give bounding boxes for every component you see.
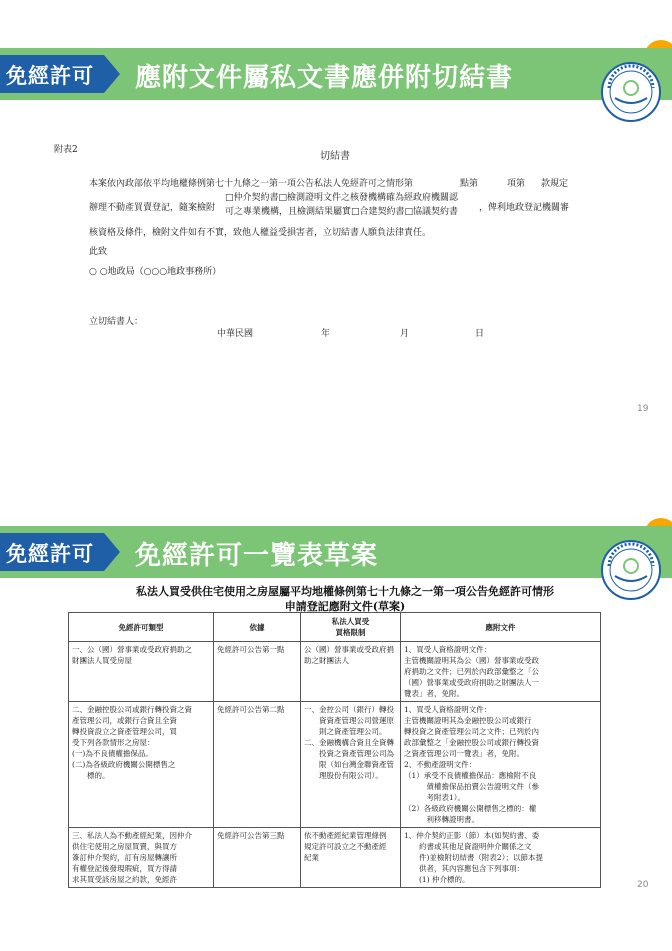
cell-text-line: 公（國）營事業或受政府捐 xyxy=(304,645,394,654)
slide-title: 免經許可一覽表草案 xyxy=(135,541,379,571)
cell-qualification xyxy=(301,702,401,828)
cell-text-line: 債權擔保品拍賣公告證明文件（參 xyxy=(404,782,539,791)
statement-clause: 款規定 xyxy=(541,179,569,189)
cell-text-line: 供者，其內容應包含下列事項： xyxy=(404,864,524,873)
signer-label: 立切結書人： xyxy=(89,317,144,327)
cell-basis xyxy=(214,828,301,888)
cell-text-line: 產管理公司，或銀行合資且全資 xyxy=(72,716,177,725)
cell-text-line: 標的。 xyxy=(72,771,110,780)
cell-text-line: 資資產管理公司營運原 xyxy=(304,716,394,725)
header-qualification: 私法人買受 買格限制 xyxy=(301,613,401,642)
cell-text-line: 財團法人買受房屋 xyxy=(72,656,132,665)
category-tag xyxy=(0,55,120,93)
cell-text-line: 受下列各款情形之房屋： xyxy=(72,738,155,747)
cell-text-line: 轉投資設立之資產管理公司，買 xyxy=(72,727,177,736)
cell-text-line: 一、公（國）營事業或受政府捐助之 xyxy=(72,645,192,654)
cell-text-line: 助之財團法人 xyxy=(304,656,349,665)
statement-line-3: 核資格及條件，檢附文件如有不實，致他人權益受損害者，立切結書人願負法律責任。 xyxy=(89,228,432,238)
slide-title: 應附文件屬私文書應併附切結書 xyxy=(135,63,514,93)
cell-text-line: 覽表」者，免附。 xyxy=(404,689,464,698)
cell-basis xyxy=(214,702,301,828)
salutation: 此致 xyxy=(89,247,108,257)
cell-text-line: (1) 仲介標的。 xyxy=(404,875,470,884)
cell-text-line: 轉投資之資產管理公司之文件；已列於內 xyxy=(404,727,539,736)
title-band xyxy=(0,48,672,100)
cell-text-line: 1、買受人資格證明文件： xyxy=(404,645,492,654)
cell-exemption-type xyxy=(69,828,214,888)
cell-text-line: 件)並檢附切結書（附表2）；以節本提 xyxy=(404,853,543,862)
cell-qualification xyxy=(301,828,401,888)
category-tag xyxy=(0,533,120,571)
date-year: 年 xyxy=(321,329,331,339)
document-options-bottom: 可之專業機構，且檢測結果屬實□合建契約書□協議契約書 xyxy=(225,207,459,217)
cell-text-line: 理股份有限公司）。 xyxy=(304,771,383,780)
cell-text-line: 依不動產經紀業管理條例 xyxy=(304,831,387,840)
cell-text-line: (二)為各級政府機關公開標售之 xyxy=(72,760,176,769)
cell-text-line: 考附表1）。 xyxy=(404,793,466,802)
cell-text-line: 三、私法人為不動產經紀業，因仲介 xyxy=(72,831,192,840)
cell-qualification xyxy=(301,642,401,702)
cell-text-line: 之資產管理公司一覽表」者，免附。 xyxy=(404,749,524,758)
cell-text-line: （1）承受不良債權擔保品：應檢附不良 xyxy=(404,771,537,780)
attachment-label: 附表2 xyxy=(54,145,78,155)
cell-text-line: 求其買受該房屋之約款，免經許 xyxy=(72,875,177,884)
category-tag-label: 免經許可 xyxy=(6,64,94,88)
cell-text-line: 二、金融控股公司或銀行轉投資之資 xyxy=(72,705,192,714)
cell-required-documents xyxy=(401,642,601,702)
cell-exemption-type xyxy=(69,702,214,828)
ministry-seal-icon xyxy=(601,540,661,600)
table-document-title xyxy=(130,584,560,614)
slide-19 xyxy=(0,0,672,446)
cell-text-line: 投資之資產管理公司為 xyxy=(304,749,394,758)
cell-text-line: 主管機關證明其為公（國）營事業或受政 xyxy=(404,656,539,665)
cell-text-line: 免經許可公告第三點 xyxy=(217,831,285,840)
statement-line-2-right: ，俾利地政登記機關審 xyxy=(479,203,570,213)
table-row xyxy=(69,642,601,702)
cell-text-line: 紀業 xyxy=(304,853,319,862)
cell-exemption-type xyxy=(69,642,214,702)
cell-text-line: 利移轉證明書。 xyxy=(404,815,479,824)
table-title-line-1: 私法人買受供住宅使用之房屋屬平均地權條例第七十九條之一第一項公告免經許可情形 xyxy=(136,585,554,598)
cell-text-line: 限（如台灣金聯資產管 xyxy=(304,760,394,769)
recipient: ○ ○地政局（○○○地政事務所） xyxy=(89,267,222,277)
statement-line-1: 本案依內政部依平均地權條例第七十九條之一第一項公告私法人免經許可之情形第 xyxy=(89,179,414,189)
cell-text-line: 免經許可公告第二點 xyxy=(217,705,285,714)
cell-text-line: 2、不動產證明文件： xyxy=(404,760,477,769)
cell-text-line: 一、金控公司（銀行）轉投 xyxy=(304,705,394,714)
date-era: 中華民國 xyxy=(217,329,254,339)
statement-item: 項第 xyxy=(507,179,526,189)
cell-text-line: 1、買受人資格證明文件： xyxy=(404,705,492,714)
exemption-table xyxy=(68,612,601,888)
cell-text-line: 政部彙整之「金融控股公司或銀行轉投資 xyxy=(404,738,539,747)
document-options-top: □仲介契約書□檢測證明文件之核發機構確為經政府機關認 xyxy=(225,193,459,203)
cell-text-line: （2）各級政府機關公開標售之標的：權 xyxy=(404,804,537,813)
table-title-line-2: 申請登記應附文件(草案) xyxy=(284,600,406,613)
cell-text-line: 1、仲介契約正影（節）本(如契約書、委 xyxy=(404,831,540,840)
cell-text-line: 主管機關證明其為金融控股公司或銀行 xyxy=(404,716,532,725)
date-month: 月 xyxy=(400,329,410,339)
header-exemption-type: 免經許可類型 xyxy=(69,613,214,642)
document-title: 切結書 xyxy=(320,151,350,162)
cell-text-line: 簽訂仲介契約，訂有房屋轉讓所 xyxy=(72,853,177,862)
cell-text-line: 府捐助之文件；已列於內政部彙整之「公 xyxy=(404,667,539,676)
title-band xyxy=(0,526,672,578)
header-basis: 依據 xyxy=(214,613,301,642)
header-required-documents: 應附文件 xyxy=(401,613,601,642)
table-row xyxy=(69,702,601,828)
cell-required-documents xyxy=(401,702,601,828)
page-number: 20 xyxy=(637,880,649,890)
cell-text-line: 二、金融機構合資且全資轉 xyxy=(304,738,394,747)
statement-line-2-left: 辦理不動產買賣登記，隨案檢附 xyxy=(89,203,216,213)
cell-required-documents xyxy=(401,828,601,888)
cell-text-line: （國）營事業或受政府捐助之財團法人一 xyxy=(404,678,539,687)
cell-text-line: 約書或其他足資證明仲介關係之文 xyxy=(404,842,532,851)
cell-text-line: 有權登記後發現瑕疵，買方得請 xyxy=(72,864,177,873)
slide-20 xyxy=(0,500,672,951)
date-day: 日 xyxy=(475,329,485,339)
cell-text-line: 供住宅使用之房屋買賣，與買方 xyxy=(72,842,177,851)
cell-text-line: 規定許可設立之不動產經 xyxy=(304,842,387,851)
cell-text-line: (一)為不良債權擔保品。 xyxy=(72,749,153,758)
page-number: 19 xyxy=(637,404,649,414)
table-row xyxy=(69,828,601,888)
cell-text-line: 免經許可公告第一點 xyxy=(217,645,285,654)
cell-text-line: 則之資產管理公司。 xyxy=(304,727,387,736)
cell-basis xyxy=(214,642,301,702)
table-header-row xyxy=(69,613,601,642)
statement-point: 點第 xyxy=(460,179,479,189)
ministry-seal-icon xyxy=(601,62,661,122)
category-tag-label: 免經許可 xyxy=(6,542,94,566)
